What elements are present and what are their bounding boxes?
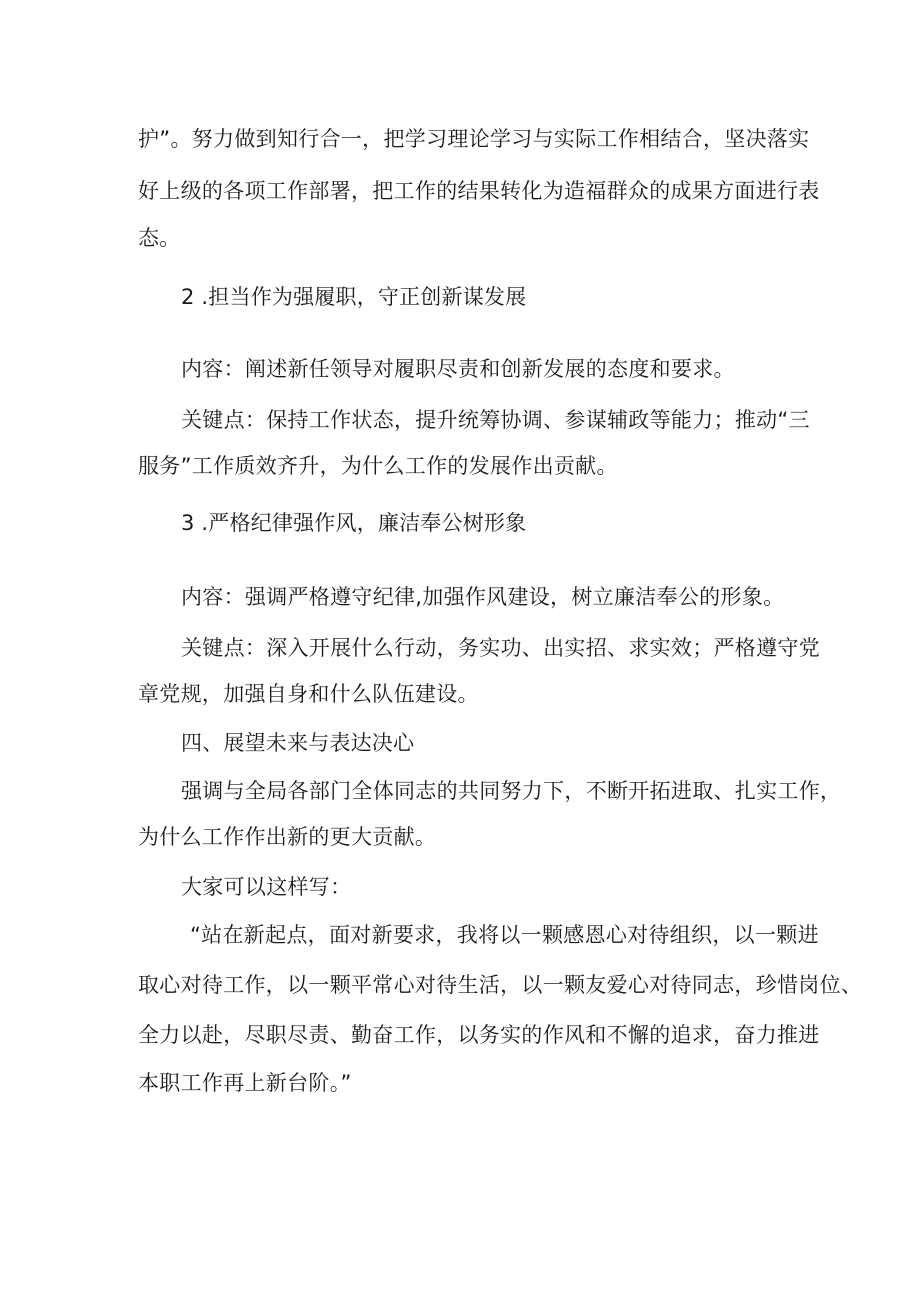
quote-line: 全力以赴，尽职尽责、勤奋工作，以务实的作风和不懈的追求，奋力推进 <box>138 1023 820 1047</box>
paragraph-line: 强调与全局各部门全体同志的共同努力下，不断开拓进取、扎实工作， <box>181 779 842 803</box>
paragraph-line: 为什么工作作出新的更大贡献。 <box>138 825 437 849</box>
paragraph-line: 大家可以这样写： <box>181 875 352 899</box>
paragraph-line: 章党规，加强自身和什么队伍建设。 <box>138 682 479 706</box>
paragraph-line: 关键点：保持工作状态，提升统筹协调、参谋辅政等能力；推动“三 <box>181 408 810 432</box>
paragraph-line: 内容：强调严格遵守纪律,加强作风建设，树立廉洁奉公的形象。 <box>181 585 785 609</box>
paragraph-line: 好上级的各项工作部署，把工作的结果转化为造福群众的成果方面进行表 <box>138 179 820 203</box>
quote-line: “站在新起点，面对新要求，我将以一颗感恩心对待组织，以一颗进 <box>190 923 819 947</box>
section-heading-4: 四、展望未来与表达决心 <box>181 731 415 755</box>
section-heading-2: 2 .担当作为强履职，守正创新谋发展 <box>181 285 527 309</box>
paragraph-line: 服务”工作质效齐升，为什么工作的发展作出贡献。 <box>138 454 618 478</box>
paragraph-line: 关键点：深入开展什么行动，务实功、出实招、求实效；严格遵守党 <box>181 636 820 660</box>
paragraph-line: 态。 <box>138 226 181 250</box>
quote-line: 本职工作再上新台阶。” <box>138 1071 352 1095</box>
paragraph-line: 护”。努力做到知行合一，把学习理论学习与实际工作相结合，坚决落实 <box>138 127 810 151</box>
quote-line: 取心对待工作，以一颗平常心对待生活，以一颗友爱心对待同志，珍惜岗位、 <box>138 973 863 997</box>
paragraph-line: 内容：阐述新任领导对履职尽责和创新发展的态度和要求。 <box>181 357 735 381</box>
section-heading-3: 3 .严格纪律强作风，廉洁奉公树形象 <box>181 511 527 535</box>
